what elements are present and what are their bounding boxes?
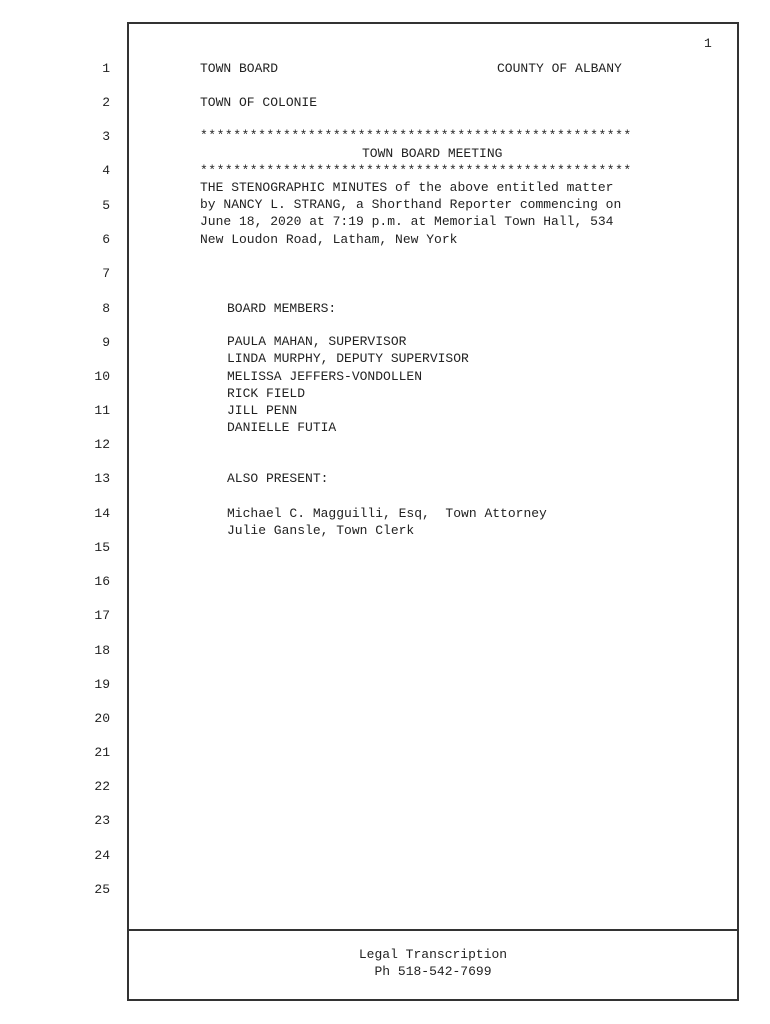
also-present-name: Michael C. Magguilli, Esq, Town Attorney (227, 506, 547, 521)
intro-line: THE STENOGRAPHIC MINUTES of the above entitled matter (200, 180, 614, 195)
line-number: 7 (102, 266, 110, 281)
line-number: 11 (94, 403, 110, 418)
intro-line: New Loudon Road, Latham, New York (200, 232, 458, 247)
line-number: 25 (94, 882, 110, 897)
also-present-name: Julie Gansle, Town Clerk (227, 523, 415, 538)
line-number: 15 (94, 540, 110, 555)
intro-line: by NANCY L. STRANG, a Shorthand Reporter commencing on (200, 197, 622, 212)
line-number: 5 (102, 198, 110, 213)
line-number: 19 (94, 677, 110, 692)
line-number: 16 (94, 574, 110, 589)
also-present-heading: ALSO PRESENT: (227, 471, 329, 486)
board-member-name: LINDA MURPHY, DEPUTY SUPERVISOR (227, 351, 469, 366)
banner-stars-bottom: **************************************************** (200, 163, 632, 178)
header-left: TOWN BOARD (200, 61, 279, 76)
footer-divider (127, 929, 739, 931)
footer-company: Legal Transcription (358, 947, 508, 962)
board-member-name: MELISSA JEFFERS-VONDOLLEN (227, 369, 423, 384)
board-member-name: DANIELLE FUTIA (227, 420, 337, 435)
page-number: 1 (704, 36, 712, 51)
line-number: 10 (94, 369, 110, 384)
line-number: 9 (102, 335, 110, 350)
line-number: 6 (102, 232, 110, 247)
town-name: TOWN OF COLONIE (200, 95, 318, 110)
board-member-name: RICK FIELD (227, 386, 306, 401)
line-number: 2 (102, 95, 110, 110)
line-number: 18 (94, 643, 110, 658)
line-number: 14 (94, 506, 110, 521)
line-number: 12 (94, 437, 110, 452)
banner-title: TOWN BOARD MEETING (362, 146, 503, 161)
line-number: 24 (94, 848, 110, 863)
footer-phone: Ph 518-542-7699 (374, 964, 492, 979)
intro-line: June 18, 2020 at 7:19 p.m. at Memorial Town Hall, 534 (200, 214, 614, 229)
line-number: 1 (102, 61, 110, 76)
header-right: COUNTY OF ALBANY (497, 61, 622, 76)
line-number: 23 (94, 813, 110, 828)
board-member-name: JILL PENN (227, 403, 298, 418)
line-number: 22 (94, 779, 110, 794)
line-number: 21 (94, 745, 110, 760)
board-members-heading: BOARD MEMBERS: (227, 301, 337, 316)
banner-stars-top: **************************************************** (200, 128, 632, 143)
line-number: 20 (94, 711, 110, 726)
line-number: 17 (94, 608, 110, 623)
board-member-name: PAULA MAHAN, SUPERVISOR (227, 334, 407, 349)
line-number: 13 (94, 471, 110, 486)
line-number: 4 (102, 163, 110, 178)
line-number: 3 (102, 129, 110, 144)
line-number: 8 (102, 301, 110, 316)
